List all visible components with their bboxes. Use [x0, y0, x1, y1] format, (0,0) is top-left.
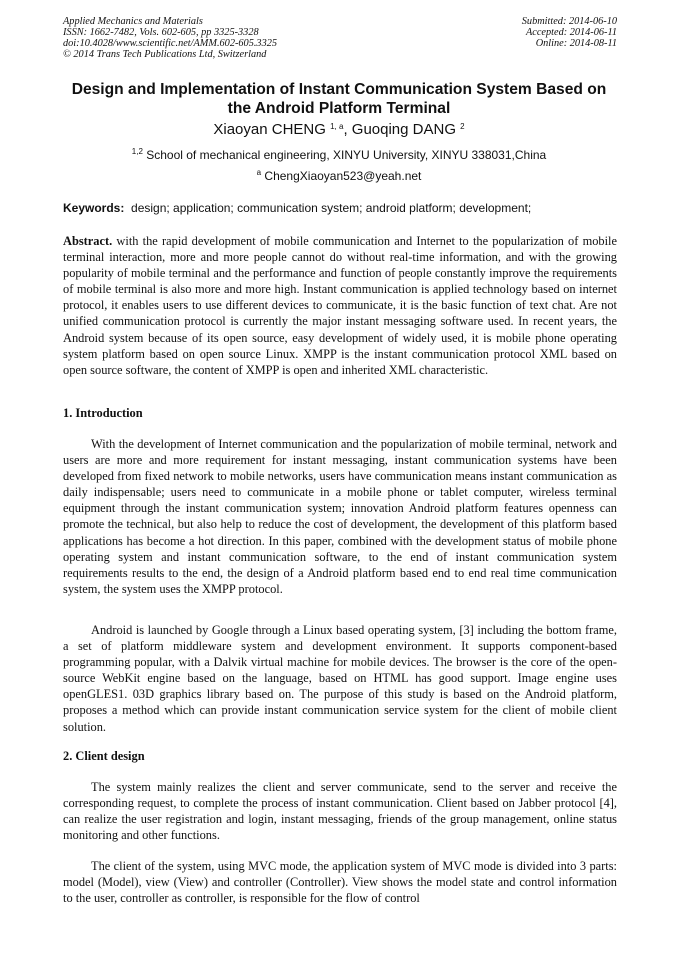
affiliation-text: School of mechanical engineering, XINYU University, XINYU 338031,China: [146, 148, 547, 162]
email-text: ChengXiaoyan523@yeah.net: [264, 169, 422, 183]
author-list: [48, 121, 630, 139]
keywords: [63, 201, 617, 216]
client-paragraph-2-text: The client of the system, using MVC mode, the application system of MVC mode is divided into 3 parts: model (Model), view (View) and controller (Controller). View shows the model state and control information to the user, controller as controller, is responsible for the flow of control: [63, 859, 617, 906]
author-2: Guoqing DANG: [351, 121, 456, 138]
abstract-paragraph: [63, 233, 617, 378]
section-heading-client-design: 2. Client design: [63, 749, 145, 763]
client-paragraph-1-text: The system mainly realizes the client and server communicate, send to the server and receive the corresponding request, to complete the process of instant communication. Client based on Jabber protocol [4], can realize the user registration and login, instant messaging, friends of the group management, online status monitoring and other functions.: [63, 780, 617, 843]
accepted-date: Accepted: 2014-06-11: [525, 27, 617, 38]
journal-copyright: © 2014 Trans Tech Publications Ltd, Switzerland: [63, 49, 267, 60]
author-1-affil: 1, a: [330, 122, 344, 131]
intro-paragraph-1-text: With the development of Internet communication and the popularization of mobile terminal, network and users are more and more requirement for instant messaging, instant communication systems have been developed from fixed network to mobile networks, users have communication means instant communication as daily indispensable; users need to communicate in a mobile phone or tablet computer, wireless terminal equipment through the instant communication system; innovation Android platform features openness can promote the technical, but also help to reduce the cost of development, the development of this platform based applications has become a hot direction. In this paper, combined with the development status of mobile phone operating system and instant communication software, to the end of instant communication system requirements results to the end, the design of a Android platform based end to end real time communication system, the system uses the XMPP protocol.: [63, 437, 617, 596]
keywords-label: Keywords:: [63, 201, 125, 215]
intro-paragraph-2-text: Android is launched by Google through a Linux based operating system, [3] including the bottom frame, a set of platform middleware system and development environment. It supports component-based programming popular, with a Dalvik virtual machine for mobile devices. The browser is the core of the open-source WebKit engine based on the language, based on HTML has good support. Image engine uses openGLES1. 03D graphics library based on. The purpose of this study is based on the Android platform, proposes a method which can provide instant communication service system for the client of mobile client solution.: [63, 623, 617, 734]
email-marker: a: [256, 168, 262, 177]
abstract: [63, 233, 617, 378]
journal-info: [63, 16, 277, 60]
abstract-text: with the rapid development of mobile communication and Internet to the popularization of mobile terminal interaction, more and more people cannot do without real-time information, and with the growing popularity of mobile terminal and the performance and function of people constantly improve the requirements of mobile terminal is also more and more high. Instant communication is applied technology based on internet protocol, it enables users to use different devices to communicate, it is the basic function of text chat. Are not unified communication protocol is currently the major instant messaging software used. In recent years, the Android system because of its open source, easy development of widely used, it is mobile phone operating system platform based on open source Linux. XMPP is the instant communication protocol XML based on open source software, the content of XMPP is open and inherited XML characteristic.: [63, 234, 617, 377]
journal-issn: ISSN: 1662-7482, Vols. 602-605, pp 3325-3328: [63, 27, 259, 38]
section-heading-introduction: 1. Introduction: [63, 406, 143, 420]
abstract-label: Abstract.: [63, 234, 113, 248]
author-1: Xiaoyan CHENG: [213, 121, 326, 138]
submitted-date: Submitted: 2014-06-10: [521, 16, 617, 27]
online-date: Online: 2014-08-11: [535, 38, 617, 49]
submission-dates: [522, 16, 617, 49]
intro-paragraph-1: [63, 436, 617, 597]
affiliation: [48, 148, 630, 163]
journal-doi: doi:10.4028/www.scientific.net/AMM.602-605.3325: [63, 38, 278, 49]
author-email: [48, 169, 630, 184]
affiliation-marker: 1,2: [131, 147, 143, 156]
paper-title: [48, 80, 630, 118]
author-separator: ,: [343, 121, 352, 138]
keywords-text: design; application; communication system; android platform; development;: [131, 201, 532, 215]
author-2-affil: 2: [460, 122, 465, 131]
paper-title-line-2: the Android Platform Terminal: [227, 100, 451, 117]
client-paragraph-1: [63, 779, 617, 843]
intro-paragraph-2: [63, 622, 617, 735]
journal-name: Applied Mechanics and Materials: [63, 16, 203, 27]
paper-title-line-1: Design and Implementation of Instant Communication System Based on: [71, 81, 607, 98]
client-paragraph-2: [63, 858, 617, 906]
